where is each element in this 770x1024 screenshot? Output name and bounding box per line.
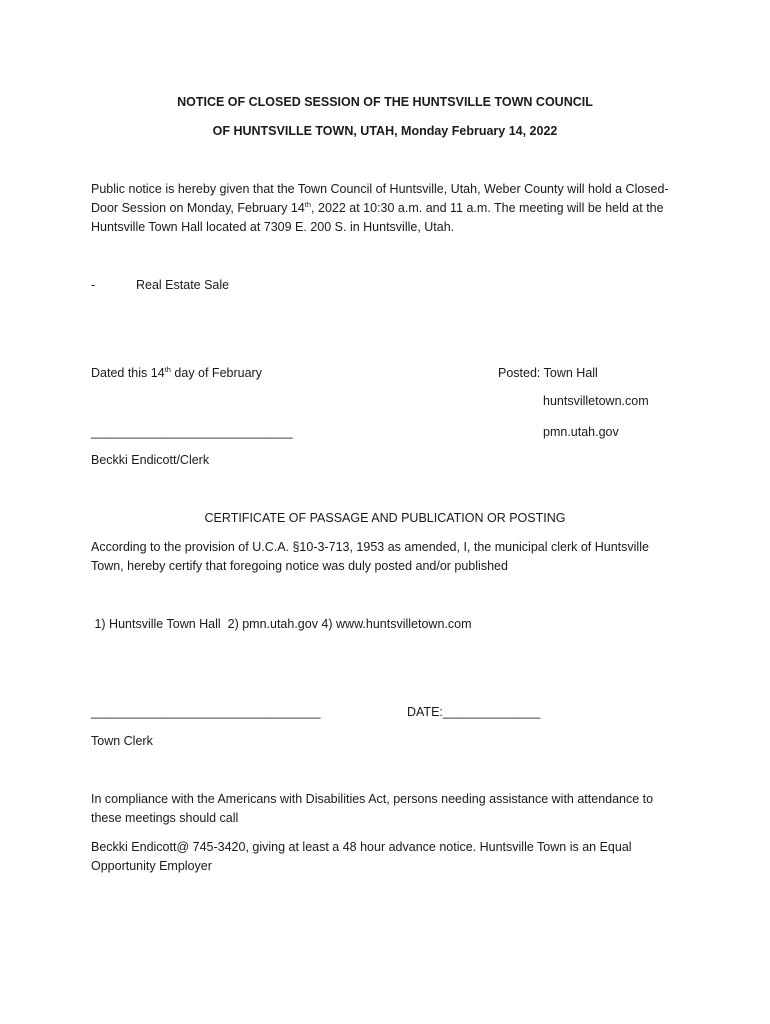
notice-text-line2: Door Session on Monday, February 14th, 2022 at 10:30 a.m. and 11 a.m. The meeting will be held at the xyxy=(91,199,664,215)
agenda-bullet: - xyxy=(91,278,96,292)
certificate-text-line1: According to the provision of U.C.A. §10-3-713, 1953 as amended, I, the municipal clerk of Huntsville xyxy=(91,540,649,554)
ada-text-line4: Opportunity Employer xyxy=(91,859,212,873)
posted-label: Posted: Town Hall xyxy=(498,366,598,380)
posted-site-pmn: pmn.utah.gov xyxy=(543,425,619,439)
notice-text-line3: Huntsville Town Hall located at 7309 E. 200 S. in Huntsville, Utah. xyxy=(91,220,455,234)
certificate-heading: CERTIFICATE OF PASSAGE AND PUBLICATION OR POSTING xyxy=(204,511,566,525)
town-clerk-signature-line: _________________________________ xyxy=(91,705,321,719)
ada-text-line1: In compliance with the Americans with Disabilities Act, persons needing assistance with attendance to xyxy=(91,792,654,806)
notice-text-line1: Public notice is hereby given that the Town Council of Huntsville, Utah, Weber County will hold a Closed- xyxy=(91,182,669,196)
dated-line: Dated this 14th day of February xyxy=(91,364,262,380)
posted-site-huntsvilletown: huntsvilletown.com xyxy=(543,394,649,408)
agenda-item: Real Estate Sale xyxy=(136,278,230,292)
ada-text-line2: these meetings should call xyxy=(91,811,239,825)
ada-text-line3: Beckki Endicott@ 745-3420, giving at least a 48 hour advance notice. Huntsville Town is an Equal xyxy=(91,840,632,854)
posting-locations: 1) Huntsville Town Hall 2) pmn.utah.gov 4) www.huntsvilletown.com xyxy=(91,617,472,631)
notice-title-line1: NOTICE OF CLOSED SESSION OF THE HUNTSVILLE TOWN COUNCIL xyxy=(177,95,593,109)
certificate-text-line2: Town, hereby certify that foregoing notice was duly posted and/or published xyxy=(91,559,508,573)
clerk-signature-line: _____________________________ xyxy=(91,425,293,439)
clerk-name: Beckki Endicott/Clerk xyxy=(91,453,210,467)
town-clerk-label: Town Clerk xyxy=(91,734,153,748)
date-field: DATE:______________ xyxy=(407,705,541,719)
notice-title-line2: OF HUNTSVILLE TOWN, UTAH, Monday February 14, 2022 xyxy=(212,124,558,138)
